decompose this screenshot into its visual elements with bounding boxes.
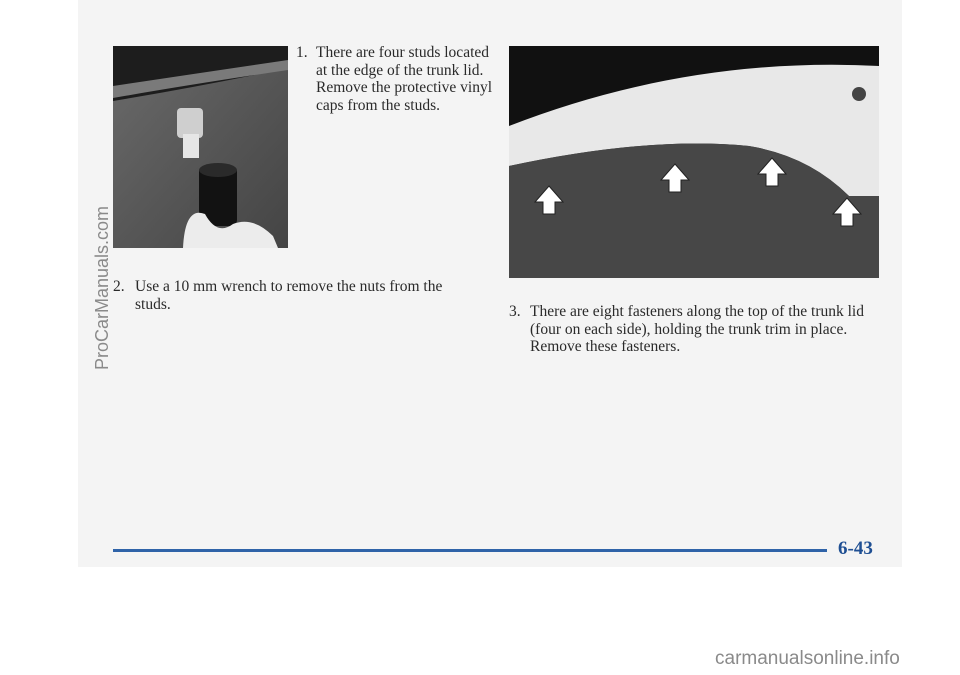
step-number: 1. bbox=[296, 44, 308, 61]
step-number: 2. bbox=[113, 278, 125, 295]
photo-trunk-fasteners bbox=[509, 46, 879, 278]
step-text: There are four studs located at the edge of the trunk lid. Remove the protective vinyl caps from the studs. bbox=[316, 44, 493, 114]
page-number: 6-43 bbox=[838, 538, 873, 559]
step-3 bbox=[509, 303, 879, 356]
side-watermark: ProCarManuals.com bbox=[92, 205, 112, 370]
footer-rule bbox=[113, 549, 827, 552]
step-1 bbox=[296, 44, 496, 114]
photo-stud-wrench bbox=[113, 46, 288, 248]
step-text: Use a 10 mm wrench to remove the nuts from the studs. bbox=[135, 278, 443, 313]
footer-watermark-link[interactable]: carmanualsonline.info bbox=[715, 648, 900, 669]
step-2 bbox=[113, 278, 473, 313]
step-number: 3. bbox=[509, 303, 521, 320]
step-text: There are eight fasteners along the top of the trunk lid (four on each side), holding the trunk trim in place. Remove these fasteners. bbox=[530, 303, 864, 355]
